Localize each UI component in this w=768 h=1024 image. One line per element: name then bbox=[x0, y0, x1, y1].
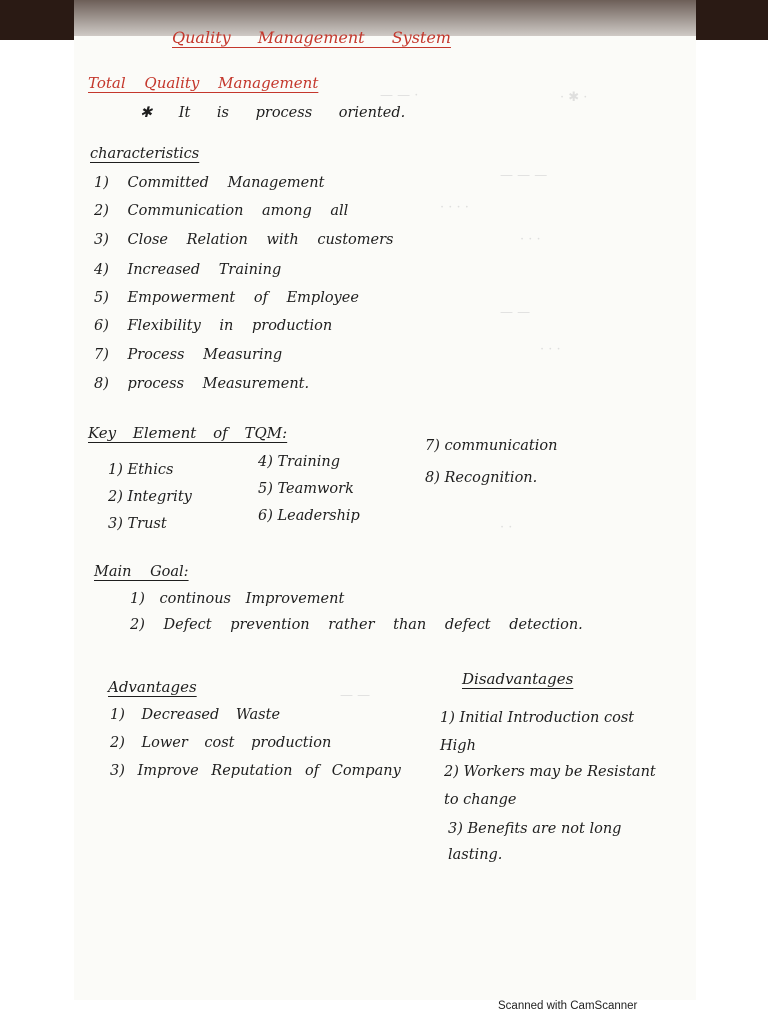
bleed-through-mark: — — · bbox=[380, 88, 419, 103]
bleed-through-mark: — — bbox=[340, 688, 371, 703]
bleed-through-mark: · · bbox=[500, 520, 513, 535]
list-item: 3) Benefits are not long lasting. bbox=[448, 821, 622, 863]
list-item: 6) Flexibility in production bbox=[94, 318, 333, 334]
advantages-heading: Advantages bbox=[108, 678, 197, 696]
key-elements-heading: Key Element of TQM: bbox=[88, 424, 288, 442]
list-item: 4) Training bbox=[258, 454, 340, 470]
list-item: 2) Defect prevention rather than defect detection. bbox=[130, 617, 583, 633]
list-item: 7) communication bbox=[425, 438, 558, 454]
list-item: 2) Communication among all bbox=[94, 203, 349, 219]
list-item: 5) Teamwork bbox=[258, 481, 354, 497]
list-item: 2) Workers may be Resistant to change bbox=[444, 764, 656, 808]
characteristics-heading: characteristics bbox=[90, 146, 200, 162]
tqm-statement: ✱ It is process oriented. bbox=[140, 105, 406, 121]
page-title: Quality Management System bbox=[172, 28, 451, 47]
bleed-through-mark: · · · bbox=[520, 232, 541, 247]
list-item: 7) Process Measuring bbox=[94, 347, 283, 363]
list-item: 1) Committed Management bbox=[94, 175, 325, 191]
disadvantages-heading: Disadvantages bbox=[462, 670, 574, 688]
list-item: 4) Increased Training bbox=[94, 262, 282, 278]
list-item: 1) continous Improvement bbox=[130, 591, 345, 607]
list-item: 1) Decreased Waste bbox=[110, 707, 281, 723]
list-item: 6) Leadership bbox=[258, 508, 360, 524]
bleed-through-mark: — — bbox=[500, 305, 531, 320]
bleed-through-mark: · ✱ · bbox=[560, 90, 588, 105]
list-item: 3) Close Relation with customers bbox=[94, 232, 394, 248]
list-item: 3) Trust bbox=[108, 516, 167, 532]
bleed-through-mark: · · · · bbox=[440, 200, 469, 215]
camscanner-footer: Scanned with CamScanner bbox=[498, 1000, 638, 1012]
list-item: 5) Empowerment of Employee bbox=[94, 290, 359, 306]
list-item: 1) Initial Introduction cost High bbox=[440, 710, 635, 754]
list-item: 8) Recognition. bbox=[425, 470, 538, 486]
list-item: 8) process Measurement. bbox=[94, 376, 310, 392]
list-item: 2) Integrity bbox=[108, 489, 192, 505]
bleed-through-mark: · · · bbox=[540, 342, 561, 357]
list-item: 2) Lower cost production bbox=[110, 735, 332, 751]
main-goal-heading: Main Goal: bbox=[94, 564, 189, 580]
list-item: 1) Ethics bbox=[108, 462, 174, 478]
list-item: 3) Improve Reputation of Company bbox=[110, 763, 401, 779]
tqm-heading: Total Quality Management bbox=[88, 74, 319, 92]
bleed-through-mark: — — — bbox=[500, 168, 548, 183]
